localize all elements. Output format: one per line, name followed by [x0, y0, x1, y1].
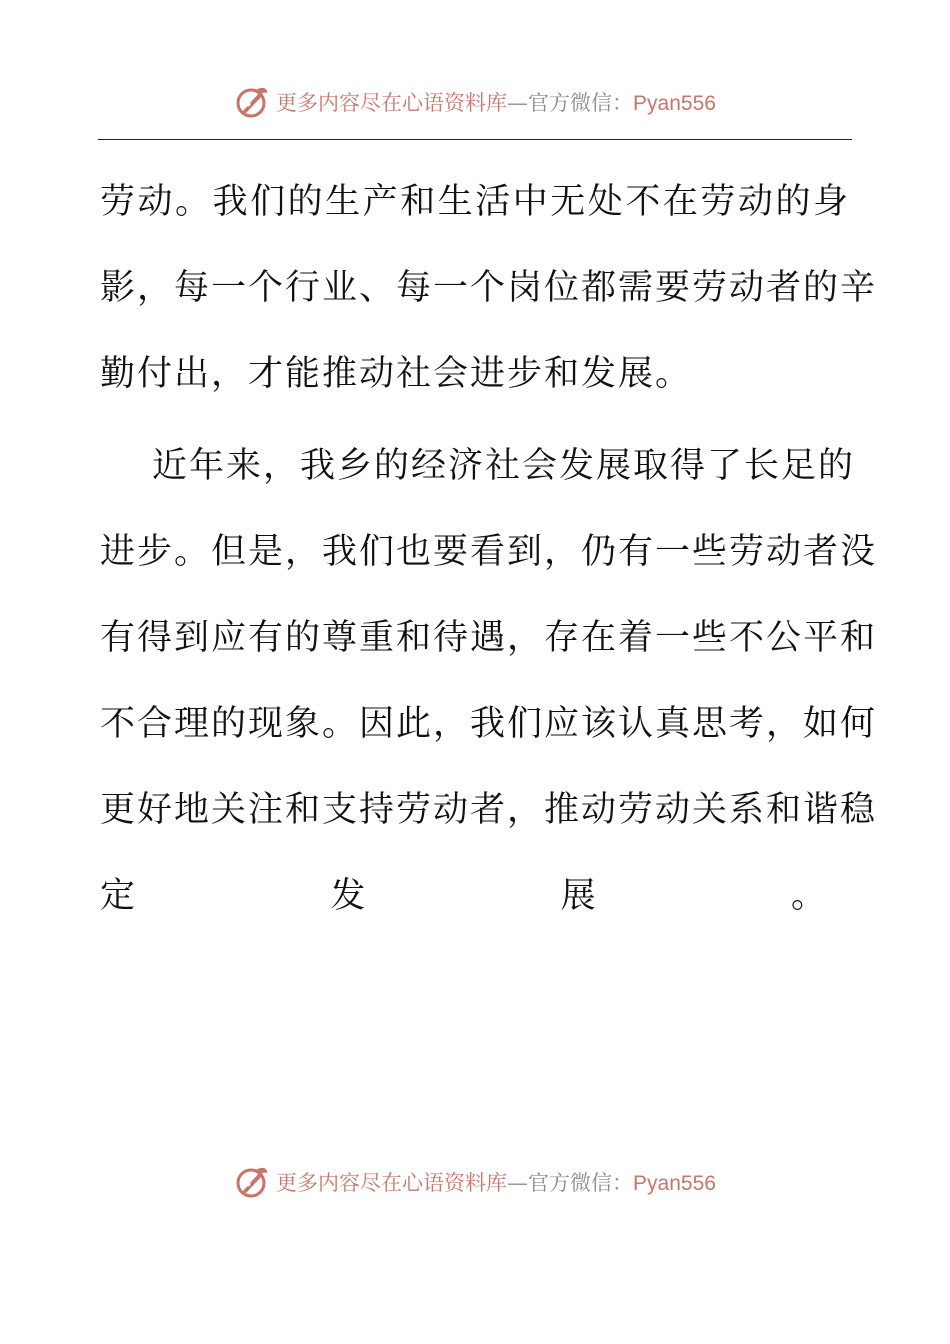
header-wechat-id: Pyan556 — [633, 92, 716, 115]
header-promo-cn: 更多内容尽在心语资料库 — [276, 91, 508, 115]
footer-promo-cn: 更多内容尽在心语资料库 — [276, 1171, 508, 1195]
header-dash: — — [507, 91, 529, 115]
header-wechat-label: 官方微信： — [528, 91, 634, 115]
body-line-5: 进步。但是，我们也要看到，仍有一些劳动者没 — [100, 532, 878, 572]
quill-logo-icon — [234, 1164, 270, 1200]
header-banner — [0, 82, 950, 122]
body-line-9 — [100, 860, 850, 946]
body-line-8: 更好地关注和支持劳动者，推动劳动关系和谐稳 — [100, 790, 878, 830]
footer-wechat-id: Pyan556 — [633, 1172, 716, 1195]
body-line-9-char-1: 定 — [100, 876, 138, 916]
body-line-9-spread — [100, 860, 828, 932]
header-divider — [98, 139, 852, 140]
footer-promo-text — [276, 1167, 716, 1197]
body-line-3: 勤付出，才能推动社会进步和发展。 — [100, 354, 693, 394]
quill-logo-icon — [234, 84, 270, 120]
body-line-6: 有得到应有的尊重和待遇，存在着一些不公平和 — [100, 618, 878, 658]
body-line-9-char-3: 展 — [560, 876, 598, 916]
footer-banner — [0, 1162, 950, 1202]
body-line-7: 不合理的现象。因此，我们应该认真思考，如何 — [100, 704, 878, 744]
footer-wechat-label: 官方微信： — [528, 1171, 634, 1195]
footer-dash: — — [507, 1171, 529, 1195]
header-promo-text — [276, 87, 716, 117]
body-line-9-char-4: 。 — [790, 876, 828, 916]
body-line-4: 近年来，我乡的经济社会发展取得了长足的 — [152, 446, 856, 486]
body-line-1: 劳动。我们的生产和生活中无处不在劳动的身 — [100, 182, 850, 222]
body-line-9-char-2: 发 — [330, 876, 368, 916]
body-line-2: 影，每一个行业、每一个岗位都需要劳动者的辛 — [100, 268, 878, 308]
document-body — [100, 166, 878, 946]
